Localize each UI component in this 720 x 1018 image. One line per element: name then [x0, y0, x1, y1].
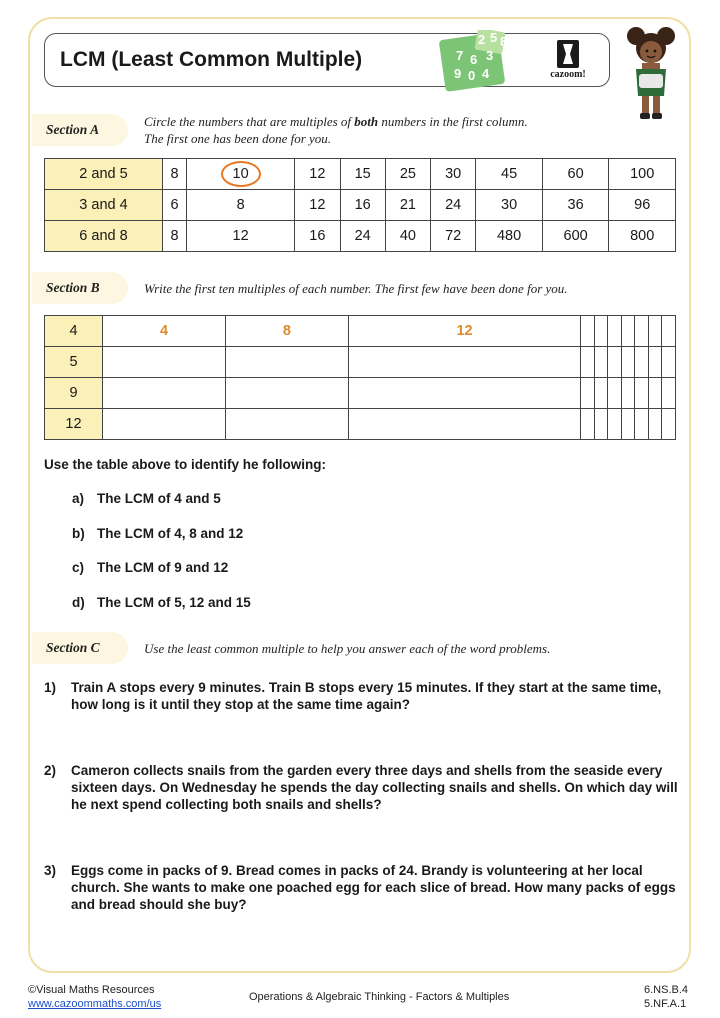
- question-a-text: The LCM of 4 and 5: [97, 491, 221, 506]
- answer-cell[interactable]: [635, 347, 649, 378]
- question-c-letter: c): [72, 560, 85, 575]
- table-row: [45, 409, 676, 440]
- answer-cell[interactable]: [648, 378, 662, 409]
- answer-cell[interactable]: [608, 409, 622, 440]
- footer-copyright: ©Visual Maths Resources: [28, 984, 155, 996]
- row-header: 5: [45, 347, 103, 378]
- table-cell[interactable]: 6: [163, 190, 187, 221]
- answer-cell[interactable]: [348, 409, 580, 440]
- section-c-label: Section C: [32, 632, 128, 664]
- table-cell[interactable]: 60: [542, 159, 609, 190]
- tile-digit: 2: [478, 32, 486, 47]
- table-cell[interactable]: 12: [186, 221, 294, 252]
- tile-digit: 5: [490, 30, 498, 45]
- answer-cell[interactable]: [635, 378, 649, 409]
- question-b-letter: b): [72, 526, 85, 541]
- section-b-label: Section B: [32, 272, 128, 304]
- section-b-prompt: Use the table above to identify he following:: [44, 457, 327, 472]
- table-cell[interactable]: 96: [609, 190, 676, 221]
- tile-digit: 7: [456, 48, 464, 63]
- footer-code-2: 5.NF.A.1: [644, 998, 687, 1010]
- table-row: [45, 221, 676, 252]
- footer-code-1: 6.NS.B.4: [644, 984, 689, 996]
- word-problem-2: [44, 762, 684, 816]
- problem-text: Train A stops every 9 minutes. Train B stops every 15 minutes. If they start at the same time, how long is it until they stop at the same time again?: [71, 680, 662, 712]
- section-a-label: Section A: [32, 114, 128, 146]
- instruction-emphasis: both: [354, 114, 379, 129]
- answer-cell[interactable]: [594, 409, 608, 440]
- table-cell[interactable]: 15: [340, 159, 385, 190]
- answer-cell[interactable]: [581, 378, 595, 409]
- table-cell[interactable]: 24: [431, 190, 476, 221]
- table-row: [45, 347, 676, 378]
- answer-cell[interactable]: [662, 409, 676, 440]
- tile-digit: 4: [482, 66, 490, 81]
- table-cell[interactable]: 24: [340, 221, 385, 252]
- answer-cell[interactable]: [594, 378, 608, 409]
- problem-number: 3): [44, 863, 57, 878]
- answer-cell[interactable]: [648, 347, 662, 378]
- instruction-text: numbers in the first column.: [378, 114, 528, 129]
- answer-cell[interactable]: [581, 409, 595, 440]
- table-cell[interactable]: 25: [385, 159, 430, 190]
- table-row: [45, 159, 676, 190]
- question-c-text: The LCM of 9 and 12: [97, 560, 229, 575]
- row-header: 2 and 5: [45, 159, 163, 190]
- section-a-instruction: [144, 113, 528, 147]
- table-cell-circled[interactable]: [186, 159, 294, 190]
- table-cell[interactable]: 600: [542, 221, 609, 252]
- answer-circle: 10: [221, 161, 261, 187]
- answer-cell[interactable]: [348, 378, 580, 409]
- answer-cell[interactable]: [103, 347, 226, 378]
- table-cell[interactable]: 800: [609, 221, 676, 252]
- problem-text: Eggs come in packs of 9. Bread comes in packs of 24. Brandy is volunteering at her local church. She wants to make one poached egg for each slice of bread. How many packs of eggs and bread should she buy?: [71, 863, 676, 912]
- row-header: 9: [45, 378, 103, 409]
- answer-cell[interactable]: [621, 409, 635, 440]
- table-cell[interactable]: 8: [163, 159, 187, 190]
- table-cell[interactable]: 30: [476, 190, 543, 221]
- tile-digit: 0: [468, 68, 476, 83]
- answer-cell[interactable]: [581, 316, 595, 347]
- section-b-table: [44, 315, 676, 440]
- question-b-text: The LCM of 4, 8 and 12: [97, 526, 244, 541]
- answer-cell[interactable]: [103, 409, 226, 440]
- answer-cell[interactable]: [608, 316, 622, 347]
- example-cell[interactable]: 8: [225, 316, 348, 347]
- table-cell[interactable]: 45: [476, 159, 543, 190]
- table-cell[interactable]: 72: [431, 221, 476, 252]
- question-a-letter: a): [72, 491, 85, 506]
- row-header: 3 and 4: [45, 190, 163, 221]
- answer-cell[interactable]: [225, 347, 348, 378]
- table-cell[interactable]: 30: [431, 159, 476, 190]
- answer-cell[interactable]: [225, 378, 348, 409]
- row-header: 12: [45, 409, 103, 440]
- example-cell[interactable]: 4: [103, 316, 226, 347]
- word-problem-3: [44, 862, 684, 916]
- table-cell[interactable]: 8: [186, 190, 294, 221]
- problem-number: 1): [44, 680, 57, 695]
- answer-cell[interactable]: [621, 347, 635, 378]
- answer-cell[interactable]: [348, 347, 580, 378]
- answer-cell[interactable]: [621, 378, 635, 409]
- section-c-instruction: Use the least common multiple to help you answer each of the word problems.: [144, 641, 551, 656]
- logo-mark-icon: [538, 38, 598, 70]
- answer-cell[interactable]: [225, 409, 348, 440]
- logo-text: cazoom!: [550, 69, 586, 80]
- answer-cell[interactable]: [635, 409, 649, 440]
- problem-text: Cameron collects snails from the garden every three days and shells from the seaside every sixteen days. On Wednesday he spends the day collecting snails and shells. On which day will he next spend collecting both snails and shells?: [71, 763, 678, 812]
- table-cell[interactable]: 40: [385, 221, 430, 252]
- section-a-table: [44, 158, 676, 252]
- table-cell[interactable]: 480: [476, 221, 543, 252]
- question-d-text: The LCM of 5, 12 and 15: [97, 595, 251, 610]
- tile-digit: 3: [486, 48, 494, 63]
- table-cell[interactable]: 16: [295, 221, 340, 252]
- table-row: [45, 378, 676, 409]
- table-cell[interactable]: 100: [609, 159, 676, 190]
- table-cell[interactable]: 16: [340, 190, 385, 221]
- answer-cell[interactable]: [621, 316, 635, 347]
- answer-cell[interactable]: [648, 316, 662, 347]
- example-cell[interactable]: 12: [348, 316, 580, 347]
- word-problem-1: [44, 679, 684, 715]
- footer-link[interactable]: www.cazoommaths.com/us: [28, 998, 162, 1010]
- answer-cell[interactable]: [635, 316, 649, 347]
- answer-cell[interactable]: [662, 378, 676, 409]
- table-cell[interactable]: 12: [295, 190, 340, 221]
- table-row: [45, 316, 676, 347]
- footer-link-wrap: [28, 998, 161, 1010]
- table-cell[interactable]: 12: [295, 159, 340, 190]
- table-cell[interactable]: 36: [542, 190, 609, 221]
- footer-topic: Operations & Algebraic Thinking - Factors & Multiples: [249, 991, 510, 1003]
- page-title: LCM (Least Common Multiple): [60, 48, 363, 71]
- instruction-text: The first one has been done for you.: [144, 131, 332, 146]
- answer-cell[interactable]: [608, 378, 622, 409]
- problem-number: 2): [44, 763, 57, 778]
- answer-cell[interactable]: [648, 409, 662, 440]
- table-cell[interactable]: 21: [385, 190, 430, 221]
- answer-cell[interactable]: [594, 316, 608, 347]
- answer-cell[interactable]: [103, 378, 226, 409]
- tile-digit: 6: [470, 52, 478, 67]
- question-d-letter: d): [72, 595, 85, 610]
- row-header: 4: [45, 316, 103, 347]
- table-row: [45, 190, 676, 221]
- answer-cell[interactable]: [581, 347, 595, 378]
- instruction-text: Circle the numbers that are multiples of: [144, 114, 355, 129]
- section-b-instruction: Write the first ten multiples of each number. The first few have been done for you.: [144, 281, 568, 296]
- girl-mascot-illustration: [620, 24, 682, 124]
- answer-cell[interactable]: [594, 347, 608, 378]
- answer-cell[interactable]: [662, 316, 676, 347]
- answer-cell[interactable]: [662, 347, 676, 378]
- tile-digit: 8: [500, 34, 508, 49]
- table-cell[interactable]: 8: [163, 221, 187, 252]
- answer-cell[interactable]: [608, 347, 622, 378]
- row-header: 6 and 8: [45, 221, 163, 252]
- number-tiles-illustration: [436, 30, 512, 92]
- cazoom-logo: [538, 38, 598, 84]
- tile-digit: 9: [454, 66, 462, 81]
